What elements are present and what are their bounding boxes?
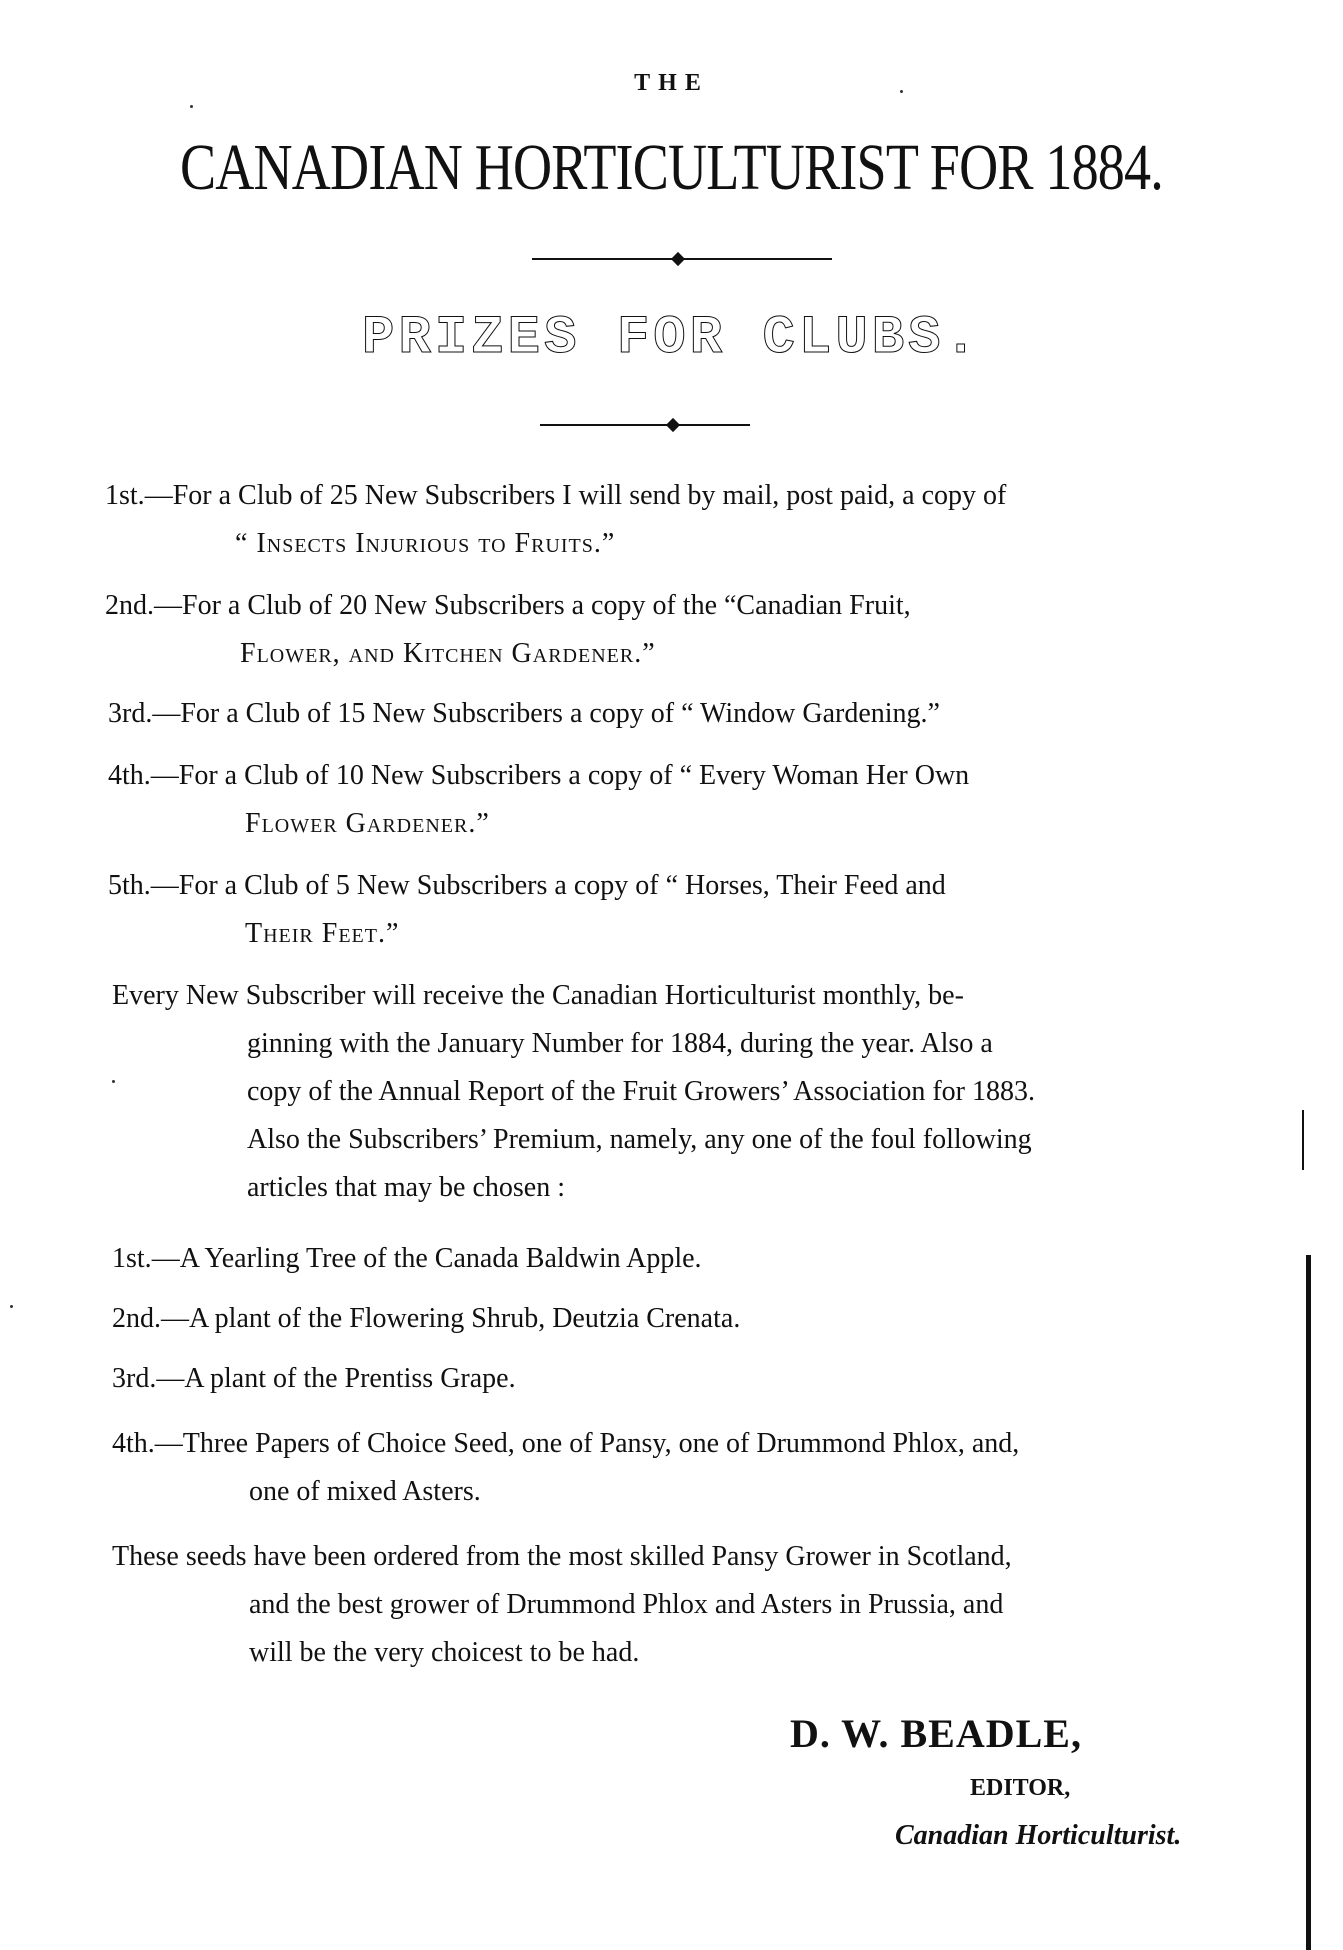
- scan-speck: [900, 90, 903, 93]
- club-prize-text: —For a Club of 10 New Subscribers a copy of “ Every Woman Her Own: [150, 760, 970, 791]
- section-title: PRIZES FOR CLUBS.: [362, 308, 981, 369]
- scan-edge-mark: [1302, 1110, 1304, 1170]
- divider-middle-ornament: [666, 418, 680, 432]
- club-prize-title: Their Feet.”: [245, 918, 400, 949]
- scan-edge-line: [1306, 1255, 1311, 1950]
- premium-ordinal: 4th.: [112, 1428, 155, 1459]
- club-prize-ordinal: 2nd.: [105, 590, 154, 621]
- club-prize-text: —For a Club of 25 New Subscribers I will send by mail, post paid, a copy of: [144, 480, 1007, 511]
- club-prize-title: Flower Gardener.”: [245, 808, 490, 839]
- premium-text: —A plant of the Flowering Shrub, Deutzia Crenata.: [161, 1303, 741, 1334]
- subscriber-note-line: Every New Subscriber will receive the Canadian Horticulturist monthly, be-: [112, 980, 964, 1011]
- club-prize-title: Flower, and Kitchen Gardener.”: [240, 638, 656, 669]
- divider-top-ornament: [671, 252, 685, 266]
- seeds-note-line: These seeds have been ordered from the most skilled Pansy Grower in Scotland,: [112, 1541, 1012, 1572]
- premium-ordinal: 1st.: [112, 1243, 152, 1274]
- premium-text: —Three Papers of Choice Seed, one of Pansy, one of Drummond Phlox, and,: [154, 1428, 1020, 1459]
- subscriber-note: [112, 972, 1035, 1212]
- premium-3: [112, 1355, 516, 1403]
- club-prize-ordinal: 1st.: [105, 480, 145, 511]
- header-the: THE: [634, 70, 709, 96]
- club-prize-ordinal: 3rd.: [108, 698, 153, 729]
- divider-middle: [540, 424, 750, 426]
- subscriber-note-line: articles that may be chosen :: [247, 1172, 565, 1203]
- premium-ordinal: 3rd.: [112, 1363, 157, 1394]
- signature-publication: Canadian Horticulturist.: [895, 1820, 1182, 1851]
- seeds-note-line: and the best grower of Drummond Phlox and Asters in Prussia, and: [249, 1589, 1004, 1620]
- premium-1: [112, 1235, 702, 1283]
- subscriber-note-line: copy of the Annual Report of the Fruit Growers’ Association for 1883.: [247, 1076, 1036, 1107]
- club-prize-title: “ Insects Injurious to Fruits.”: [235, 528, 616, 559]
- subscriber-note-line: Also the Subscribers’ Premium, namely, any one of the foul following: [247, 1124, 1032, 1155]
- premium-text-continued: one of mixed Asters.: [249, 1476, 481, 1507]
- club-prize-text: —For a Club of 20 New Subscribers a copy of the “Canadian Fruit,: [154, 590, 911, 621]
- seeds-note: [112, 1533, 1012, 1677]
- club-prize-3: [108, 690, 940, 738]
- club-prize-4: [108, 752, 969, 848]
- club-prize-2: [105, 582, 911, 678]
- club-prize-ordinal: 4th.: [108, 760, 151, 791]
- club-prize-1: [105, 472, 1006, 568]
- page-title: CANADIAN HORTICULTURIST FOR 1884.: [179, 131, 1164, 204]
- signature-role: EDITOR,: [970, 1775, 1071, 1801]
- premium-4: [112, 1420, 1019, 1516]
- club-prize-text: —For a Club of 5 New Subscribers a copy of “ Horses, Their Feed and: [150, 870, 946, 901]
- club-prize-text: —For a Club of 15 New Subscribers a copy of “ Window Gardening.”: [152, 698, 940, 729]
- seeds-note-line: will be the very choicest to be had.: [249, 1637, 640, 1668]
- club-prize-ordinal: 5th.: [108, 870, 151, 901]
- premium-2: [112, 1295, 740, 1343]
- premium-text: —A Yearling Tree of the Canada Baldwin Apple.: [151, 1243, 702, 1274]
- scan-speck: [10, 1305, 13, 1308]
- premium-text: —A plant of the Prentiss Grape.: [156, 1363, 516, 1394]
- signature-name: D. W. BEADLE,: [790, 1711, 1082, 1756]
- premium-ordinal: 2nd.: [112, 1303, 161, 1334]
- club-prize-5: [108, 862, 946, 958]
- scan-speck: [190, 105, 193, 108]
- scan-speck: [112, 1080, 115, 1083]
- subscriber-note-line: ginning with the January Number for 1884, during the year. Also a: [247, 1028, 993, 1059]
